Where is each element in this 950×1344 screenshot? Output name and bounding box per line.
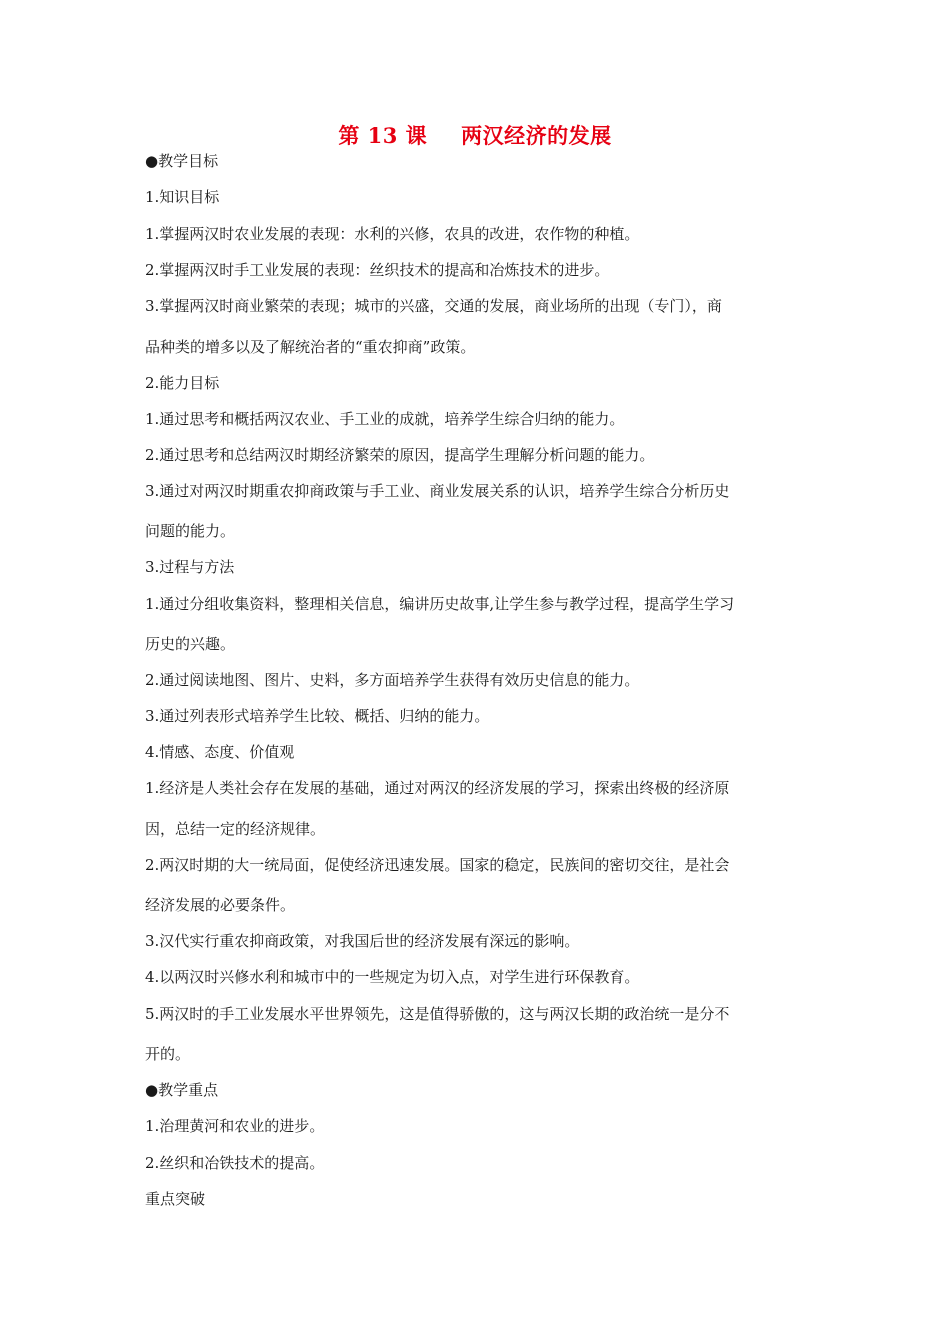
text-line: 开的。 [145,1045,191,1063]
text-line: 3.汉代实行重农抑商政策，对我国后世的经济发展有深远的影响。 [145,932,580,950]
text-line: 2.掌握两汉时手工业发展的表现：丝织技术的提高和冶炼技术的进步。 [145,261,610,279]
page-title [0,120,950,150]
text-line: 经济发展的必要条件。 [145,896,296,914]
text-line: 1.经济是人类社会存在发展的基础，通过对两汉的经济发展的学习，探索出终极的经济原 [145,779,730,797]
text-line: 2.通过思考和总结两汉时期经济繁荣的原因，提高学生理解分析问题的能力。 [145,446,655,464]
subheading-ability: 2.能力目标 [145,374,220,392]
text-line: 2.丝织和冶铁技术的提高。 [145,1154,325,1172]
text-line: 5.两汉时的手工业发展水平世界领先，这是值得骄傲的，这与两汉长期的政治统一是分不 [145,1005,730,1023]
text-line: 3.掌握两汉时商业繁荣的表现；城市的兴盛，交通的发展，商业场所的出现（专门），商 [145,297,722,315]
subheading-key-breakthrough: 重点突破 [145,1190,206,1208]
section-heading-objectives: ●教学目标 [145,152,219,170]
subheading-process: 3.过程与方法 [145,558,235,576]
subheading-values: 4.情感、态度、价值观 [145,743,295,761]
text-line: 4.以两汉时兴修水利和城市中的一些规定为切入点，对学生进行环保教育。 [145,968,640,986]
text-line: 因，总结一定的经济规律。 [145,820,326,838]
text-line: 1.通过分组收集资料，整理相关信息，编讲历史故事,让学生参与教学过程，提高学生学习 [145,595,735,613]
lesson-number: 第 13 课 [338,123,428,148]
text-line: 3.通过列表形式培养学生比较、概括、归纳的能力。 [145,707,490,725]
section-heading-key-points: ●教学重点 [145,1081,219,1099]
text-line: 历史的兴趣。 [145,635,236,653]
text-line: 问题的能力。 [145,522,236,540]
text-line: 品种类的增多以及了解统治者的“重农抑商”政策。 [145,338,476,356]
text-line: 2.通过阅读地图、图片、史料，多方面培养学生获得有效历史信息的能力。 [145,671,640,689]
text-line: 1.通过思考和概括两汉农业、手工业的成就，培养学生综合归纳的能力。 [145,410,625,428]
lesson-name: 两汉经济的发展 [461,123,612,148]
text-line: 2.两汉时期的大一统局面，促使经济迅速发展。国家的稳定，民族间的密切交往，是社会 [145,856,730,874]
text-line: 3.通过对两汉时期重农抑商政策与手工业、商业发展关系的认识，培养学生综合分析历史 [145,482,730,500]
text-line: 1.治理黄河和农业的进步。 [145,1117,325,1135]
text-line: 1.掌握两汉时农业发展的表现：水利的兴修，农具的改进，农作物的种植。 [145,225,640,243]
subheading-knowledge: 1.知识目标 [145,188,220,206]
